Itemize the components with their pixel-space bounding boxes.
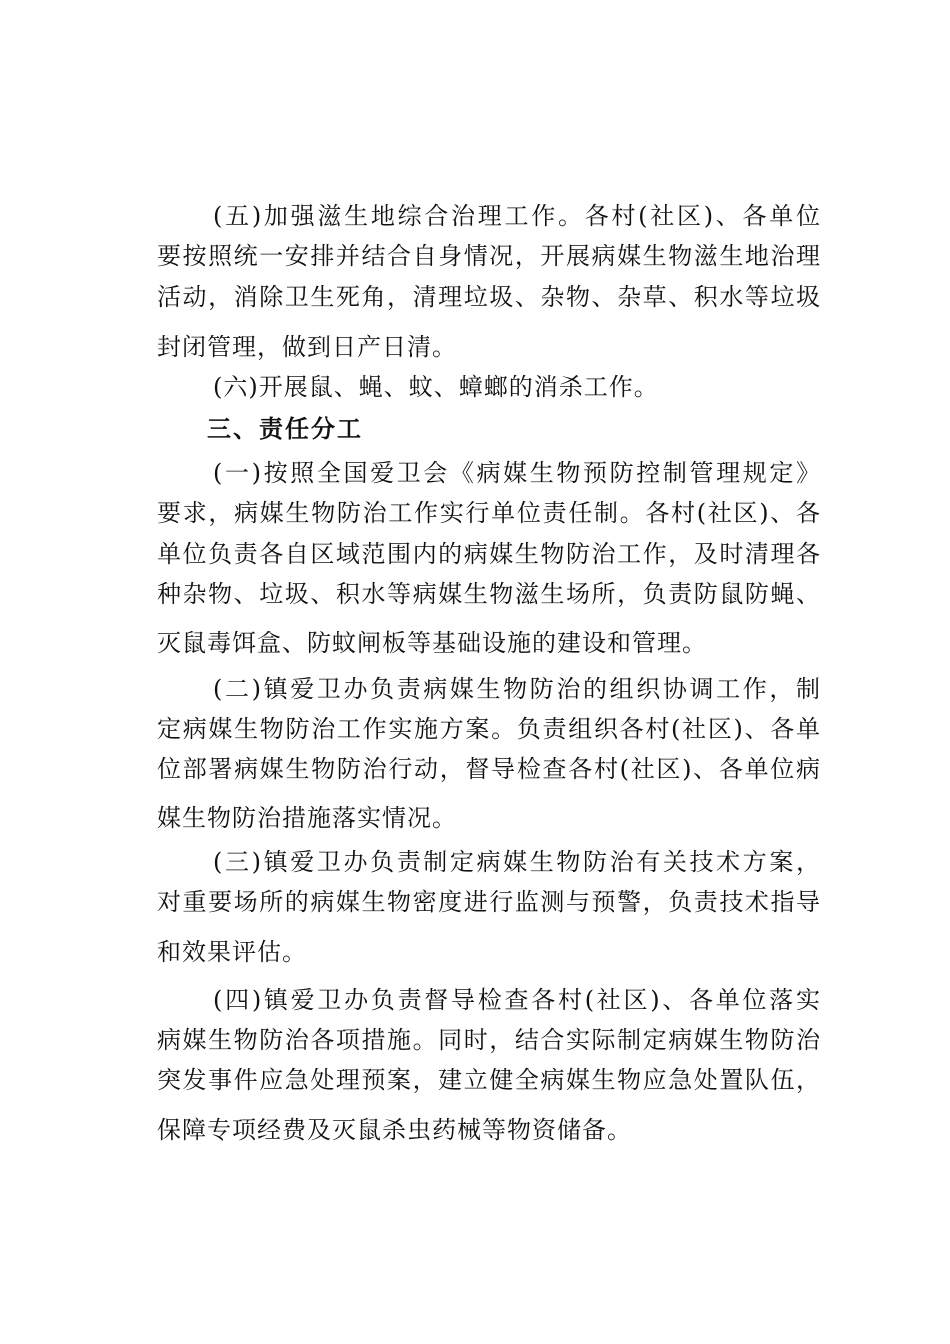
responsibility-1-line-1: (一)按照全国爱卫会《病媒生物预防控制管理规定》 — [213, 459, 821, 487]
paragraph-5-line-1: (五)加强滋生地综合治理工作。各村(社区)、各单位 — [213, 202, 821, 230]
paragraph-5-line-3: 活动，消除卫生死角，清理垃圾、杂物、杂草、积水等垃圾 — [157, 283, 821, 311]
responsibility-4-line-4: 保障专项经费及灭鼠杀虫药械等物资储备。 — [157, 1116, 632, 1144]
section-heading: 三、责任分工 — [207, 415, 363, 443]
responsibility-1-line-5: 灭鼠毒饵盒、防蚊闸板等基础设施的建设和管理。 — [157, 629, 707, 657]
responsibility-1-line-3: 单位负责各自区域范围内的病媒生物防治工作，及时清理各 — [157, 540, 821, 568]
responsibility-4-line-2: 病媒生物防治各项措施。同时，结合实际制定病媒生物防治 — [157, 1026, 821, 1054]
responsibility-4-line-1: (四)镇爱卫办负责督导检查各村(社区)、各单位落实 — [213, 986, 821, 1014]
responsibility-3-line-1: (三)镇爱卫办负责制定病媒生物防治有关技术方案， — [213, 848, 821, 876]
responsibility-2-line-2: 定病媒生物防治工作实施方案。负责组织各村(社区)、各单 — [157, 715, 821, 743]
responsibility-1-line-2: 要求，病媒生物防治工作实行单位责任制。各村(社区)、各 — [157, 499, 821, 527]
paragraph-6-line-1: (六)开展鼠、蝇、蚊、蟑螂的消杀工作。 — [213, 373, 659, 401]
paragraph-5-line-2: 要按照统一安排并结合自身情况，开展病媒生物滋生地治理 — [157, 242, 821, 270]
responsibility-2-line-4: 媒生物防治措施落实情况。 — [157, 804, 457, 832]
responsibility-2-line-3: 位部署病媒生物防治行动，督导检查各村(社区)、各单位病 — [157, 755, 821, 783]
responsibility-3-line-3: 和效果评估。 — [157, 938, 307, 966]
responsibility-2-line-1: (二)镇爱卫办负责病媒生物防治的组织协调工作，制 — [213, 675, 821, 703]
responsibility-3-line-2: 对重要场所的病媒生物密度进行监测与预警，负责技术指导 — [157, 888, 821, 916]
responsibility-1-line-4: 种杂物、垃圾、积水等病媒生物滋生场所，负责防鼠防蝇、 — [157, 580, 821, 608]
paragraph-5-line-4: 封闭管理，做到日产日清。 — [157, 333, 457, 361]
responsibility-4-line-3: 突发事件应急处理预案，建立健全病媒生物应急处置队伍， — [157, 1066, 821, 1094]
